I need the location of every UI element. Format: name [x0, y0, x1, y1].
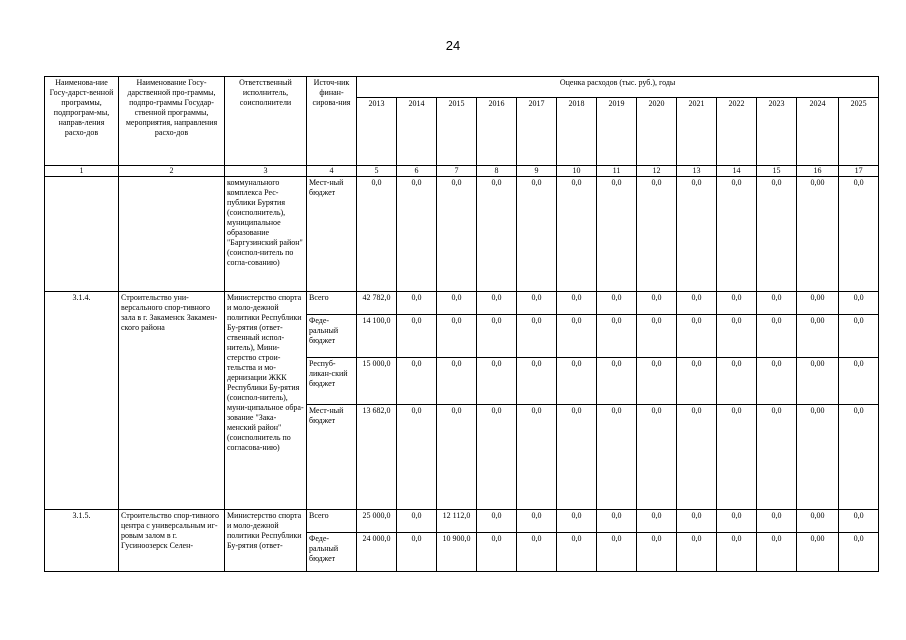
- value-cell: 0,0: [839, 177, 879, 292]
- row-name: Строительство уни-версального спор-тивного зала в г. Закаменск Закамен-ского района: [119, 292, 225, 510]
- value-cell: 0,0: [357, 177, 397, 292]
- year-header: 2016: [477, 98, 517, 166]
- column-number: 6: [397, 166, 437, 177]
- year-header: 2020: [637, 98, 677, 166]
- value-cell: 0,0: [437, 177, 477, 292]
- value-cell: 0,0: [597, 177, 637, 292]
- value-cell: 0,0: [717, 405, 757, 510]
- value-cell: 0,0: [557, 533, 597, 572]
- table-body: [45, 177, 879, 572]
- value-cell: 0,0: [757, 533, 797, 572]
- column-number: 7: [437, 166, 477, 177]
- value-cell: 0,0: [677, 405, 717, 510]
- funding-source: Феде-ральный бюджет: [307, 533, 357, 572]
- column-number: 2: [119, 166, 225, 177]
- column-number: 3: [225, 166, 307, 177]
- column-number: 16: [797, 166, 839, 177]
- value-cell: 13 682,0: [357, 405, 397, 510]
- value-cell: 14 100,0: [357, 315, 397, 358]
- value-cell: 0,0: [637, 292, 677, 315]
- header-executor: Ответственный исполнитель, соисполнители: [225, 77, 307, 166]
- value-cell: 0,0: [757, 315, 797, 358]
- row-executor: коммунального комплекса Рес-публики Бурятия (соисполнитель), муниципальное образование "Баргузинский район" (соиспол-нитель по согла-сованию): [225, 177, 307, 292]
- column-number: 11: [597, 166, 637, 177]
- value-cell: 0,0: [557, 292, 597, 315]
- value-cell: 0,0: [597, 405, 637, 510]
- value-cell: 0,0: [677, 358, 717, 405]
- row-name: [119, 177, 225, 292]
- funding-source: Всего: [307, 292, 357, 315]
- value-cell: 0,0: [757, 405, 797, 510]
- table-row: [45, 510, 879, 533]
- value-cell: 0,00: [797, 358, 839, 405]
- column-number: 10: [557, 166, 597, 177]
- value-cell: 0,0: [717, 177, 757, 292]
- row-code: 3.1.4.: [45, 292, 119, 510]
- value-cell: 0,0: [757, 177, 797, 292]
- funding-source: Респуб-ликан-ский бюджет: [307, 358, 357, 405]
- value-cell: 0,0: [717, 358, 757, 405]
- value-cell: 0,0: [477, 510, 517, 533]
- header-row: [45, 77, 879, 98]
- value-cell: 0,0: [517, 510, 557, 533]
- funding-source: Феде-ральный бюджет: [307, 315, 357, 358]
- value-cell: 0,00: [797, 177, 839, 292]
- value-cell: 0,0: [517, 315, 557, 358]
- table-row: [45, 292, 879, 315]
- value-cell: 0,0: [557, 358, 597, 405]
- year-header: 2025: [839, 98, 879, 166]
- value-cell: 0,0: [597, 533, 637, 572]
- funding-source: Всего: [307, 510, 357, 533]
- value-cell: 0,0: [839, 405, 879, 510]
- value-cell: 0,0: [717, 510, 757, 533]
- value-cell: 0,0: [637, 315, 677, 358]
- column-number: 15: [757, 166, 797, 177]
- value-cell: 0,0: [839, 292, 879, 315]
- value-cell: 0,0: [517, 533, 557, 572]
- value-cell: 0,0: [477, 315, 517, 358]
- value-cell: 0,0: [477, 292, 517, 315]
- value-cell: 0,0: [757, 358, 797, 405]
- value-cell: 0,0: [839, 510, 879, 533]
- row-executor: Министерство спорта и моло-дежной политики Республики Бу-рятия (ответ-: [225, 510, 307, 572]
- value-cell: 0,0: [717, 533, 757, 572]
- header-source: Источ-ник финан-сирова-ния: [307, 77, 357, 166]
- value-cell: 0,0: [477, 177, 517, 292]
- row-executor: Министерство спорта и моло-дежной политики Республики Бу-рятия (ответ-ственный испол-нитель), Мини-стерство строи-тельства и мо-дернизации ЖКК Республики Бу-рятия (соиспол-нитель), муни-ципальное обра-зование "Зака-менский район" (соисполнитель по согласова-нию): [225, 292, 307, 510]
- value-cell: 0,00: [797, 510, 839, 533]
- table-row: [45, 177, 879, 292]
- value-cell: 0,0: [477, 405, 517, 510]
- value-cell: 0,0: [437, 292, 477, 315]
- value-cell: 25 000,0: [357, 510, 397, 533]
- column-number-row: [45, 166, 879, 177]
- value-cell: 0,0: [717, 315, 757, 358]
- funding-source: Мест-ный бюджет: [307, 405, 357, 510]
- value-cell: 0,0: [677, 292, 717, 315]
- value-cell: 0,0: [397, 510, 437, 533]
- value-cell: 0,0: [677, 177, 717, 292]
- value-cell: 0,00: [797, 292, 839, 315]
- column-number: 14: [717, 166, 757, 177]
- value-cell: 0,0: [839, 533, 879, 572]
- value-cell: 0,0: [517, 405, 557, 510]
- year-header: 2021: [677, 98, 717, 166]
- value-cell: 0,0: [397, 405, 437, 510]
- column-number: 17: [839, 166, 879, 177]
- row-code: [45, 177, 119, 292]
- value-cell: 0,0: [437, 358, 477, 405]
- value-cell: 0,0: [677, 533, 717, 572]
- column-number: 1: [45, 166, 119, 177]
- value-cell: 42 782,0: [357, 292, 397, 315]
- value-cell: 0,0: [717, 292, 757, 315]
- value-cell: 0,0: [637, 177, 677, 292]
- year-header: 2017: [517, 98, 557, 166]
- value-cell: 0,0: [397, 533, 437, 572]
- value-cell: 0,0: [597, 358, 637, 405]
- value-cell: 0,0: [597, 315, 637, 358]
- value-cell: 0,0: [517, 177, 557, 292]
- funding-source: Мест-ный бюджет: [307, 177, 357, 292]
- value-cell: 15 000,0: [357, 358, 397, 405]
- value-cell: 10 900,0: [437, 533, 477, 572]
- year-header: 2024: [797, 98, 839, 166]
- value-cell: 0,0: [637, 510, 677, 533]
- value-cell: 0,0: [557, 405, 597, 510]
- value-cell: 0,0: [397, 358, 437, 405]
- value-cell: 0,00: [797, 533, 839, 572]
- year-header: 2018: [557, 98, 597, 166]
- year-header: 2014: [397, 98, 437, 166]
- value-cell: 0,00: [797, 315, 839, 358]
- value-cell: 0,0: [397, 292, 437, 315]
- value-cell: 0,0: [517, 292, 557, 315]
- column-number: 4: [307, 166, 357, 177]
- column-number: 5: [357, 166, 397, 177]
- expenditure-table: [44, 76, 879, 572]
- value-cell: 0,0: [557, 315, 597, 358]
- column-number: 13: [677, 166, 717, 177]
- value-cell: 0,0: [637, 405, 677, 510]
- year-header: 2023: [757, 98, 797, 166]
- page-number: 24: [445, 38, 461, 53]
- row-code: 3.1.5.: [45, 510, 119, 572]
- value-cell: 0,0: [597, 510, 637, 533]
- value-cell: 0,00: [797, 405, 839, 510]
- value-cell: 0,0: [637, 533, 677, 572]
- column-number: 12: [637, 166, 677, 177]
- value-cell: 24 000,0: [357, 533, 397, 572]
- value-cell: 0,0: [477, 358, 517, 405]
- value-cell: 0,0: [517, 358, 557, 405]
- value-cell: 0,0: [397, 177, 437, 292]
- year-header: 2013: [357, 98, 397, 166]
- header-name: Наименование Госу-дарственной про-граммы, подпро-граммы Государ-ственной программы, мероприятия, направления расхо-дов: [119, 77, 225, 166]
- value-cell: 0,0: [557, 177, 597, 292]
- value-cell: 0,0: [397, 315, 437, 358]
- year-header: 2019: [597, 98, 637, 166]
- value-cell: 12 112,0: [437, 510, 477, 533]
- year-header: 2015: [437, 98, 477, 166]
- value-cell: 0,0: [637, 358, 677, 405]
- header-estimate: Оценка расходов (тыс. руб.), годы: [357, 77, 879, 98]
- row-name: Строительство спор-тивного центра с универсальным иг-ровым залом в г. Гусиноозерск Селен-: [119, 510, 225, 572]
- column-number: 9: [517, 166, 557, 177]
- value-cell: 0,0: [557, 510, 597, 533]
- value-cell: 0,0: [839, 358, 879, 405]
- header-program: Наименова-ние Госу-дарст-венной программы, подпрограм-мы, направ-ления расхо-дов: [45, 77, 119, 166]
- value-cell: 0,0: [437, 405, 477, 510]
- value-cell: 0,0: [437, 315, 477, 358]
- year-header: 2022: [717, 98, 757, 166]
- value-cell: 0,0: [597, 292, 637, 315]
- value-cell: 0,0: [757, 292, 797, 315]
- value-cell: 0,0: [677, 510, 717, 533]
- value-cell: 0,0: [677, 315, 717, 358]
- column-number: 8: [477, 166, 517, 177]
- value-cell: 0,0: [839, 315, 879, 358]
- value-cell: 0,0: [477, 533, 517, 572]
- value-cell: 0,0: [757, 510, 797, 533]
